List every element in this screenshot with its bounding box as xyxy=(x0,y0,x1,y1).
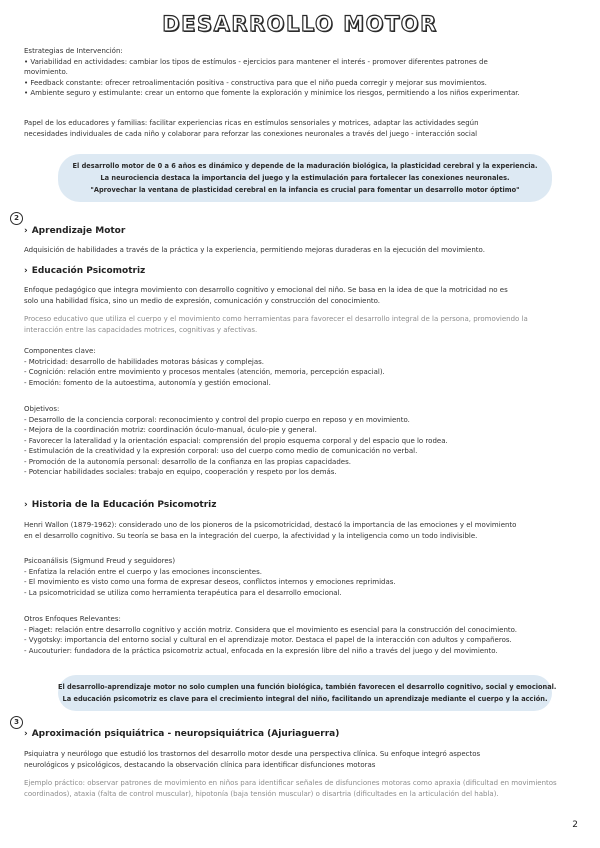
key-components xyxy=(24,346,580,388)
paragraph-line: Henri Wallon (1879-1962): considerado uno de los pioneros de la psicomotricidad, destacó la importancia de las emociones y el movimiento xyxy=(24,521,517,529)
other-approaches xyxy=(24,614,580,656)
paragraph-line: neurológicos y psicológicos, destacando la observación clínica para identificar disfunciones motoras xyxy=(24,760,376,769)
list-item: - Cognición: relación entre movimiento y procesos mentales (atención, memoria, percepción espacial). xyxy=(24,368,385,376)
strategy-item: movimiento. xyxy=(24,68,68,76)
objectives xyxy=(24,404,580,478)
section-heading-psicomotriz xyxy=(24,266,145,276)
heading-text: Historia de la Educación Psicomotriz xyxy=(31,500,217,510)
list-item: - El movimiento es visto como una forma de expresar deseos, conflictos internos y emociones reprimidas. xyxy=(24,578,396,586)
section-heading-historia xyxy=(24,500,216,510)
chevron-right-icon: › xyxy=(24,729,28,739)
callout-line: La neurociencia destaca la importancia del juego y la estimulación para fortalecer las conexiones neuronales. xyxy=(100,174,510,182)
list-item: - Desarrollo de la conciencia corporal: reconocimiento y control del propio cuerpo en reposo y en movimiento. xyxy=(24,415,410,424)
strategy-item: • Feedback constante: ofrecer retroalimentación positiva - constructiva para que el niño pueda corregir y mejorar sus movimientos. xyxy=(24,78,487,87)
callout-line: El desarrollo motor de 0 a 6 años es dinámico y depende de la maduración biológica, la plasticidad cerebral y la experiencia. xyxy=(72,162,538,170)
practical-example xyxy=(24,778,580,799)
page-number: 2 xyxy=(572,820,578,830)
paragraph-line: solo una habilidad física, sino un medio de expresión, comunicación y construcción del conocimiento. xyxy=(24,296,381,305)
intervention-strategies xyxy=(24,46,580,99)
strategy-item: • Ambiente seguro y estimulante: crear un entorno que fomente la exploración y minimice los riesgos, permitiendo a los niños experimentar. xyxy=(24,89,520,97)
callout-line: El desarrollo-aprendizaje motor no solo cumplen una función biológica, también favorecen el desarrollo cognitivo, social y emocional. xyxy=(58,683,557,691)
list-item: - Promoción de la autonomía personal: desarrollo de la confianza en las propias capacidades. xyxy=(24,457,351,466)
educators-role-line: Papel de los educadores y familias: facilitar experiencias ricas en estímulos sensoriales y motrices, adaptar las actividades según xyxy=(24,119,479,127)
list-title: Objetivos: xyxy=(24,405,60,413)
list-item: - Emoción: fomento de la autoestima, autonomía y gestión emocional. xyxy=(24,378,271,387)
summary-callout xyxy=(58,154,552,202)
paragraph-line: Adquisición de habilidades a través de la práctica y la experiencia, permitiendo mejoras duraderas en la ejecución del movimiento. xyxy=(24,246,485,254)
heading-text: Educación Psicomotriz xyxy=(31,266,146,276)
chevron-right-icon: › xyxy=(24,266,28,276)
list-item: - Motricidad: desarrollo de habilidades motoras básicas y complejas. xyxy=(24,357,264,366)
ajuriaguerra-paragraph xyxy=(24,749,580,770)
strategies-heading: Estrategias de Intervención: xyxy=(24,47,123,55)
chevron-right-icon: › xyxy=(24,226,28,236)
heading-text: Aprendizaje Motor xyxy=(31,226,126,236)
list-item: - La psicomotricidad se utiliza como herramienta terapéutica para el desarrollo emocional. xyxy=(24,588,342,597)
page-title: DESARROLLO MOTOR xyxy=(162,12,438,36)
educators-role xyxy=(24,118,580,139)
paragraph-line: Ejemplo práctico: observar patrones de movimiento en niños para identificar señales de disfunciones motoras como apraxia (dificultad en movimientos xyxy=(24,779,557,787)
psicomotriz-definition xyxy=(24,285,580,306)
chevron-right-icon: › xyxy=(24,500,28,510)
section-number-badge: 3 xyxy=(10,716,23,729)
list-item: - Piaget: relación entre desarrollo cognitivo y acción motriz. Considera que el movimiento es esencial para la construcción del conocimiento. xyxy=(24,625,518,634)
strategy-item: • Variabilidad en actividades: cambiar los tipos de estímulos - ejercicios para mantener el interés - promover diferentes patrones de xyxy=(24,57,488,66)
paragraph-line: Proceso educativo que utiliza el cuerpo y el movimiento como herramientas para favorecer el desarrollo integral de la persona, promoviendo la xyxy=(24,315,528,323)
educators-role-line: necesidades individuales de cada niño y colaborar para reforzar las conexiones neuronales a través del juego - interacción social xyxy=(24,129,478,138)
section-number-badge: 2 xyxy=(10,212,23,225)
list-title: Otros Enfoques Relevantes: xyxy=(24,615,121,623)
paragraph-line: Psiquiatra y neurólogo que estudió los trastornos del desarrollo motor desde una perspectiva clínica. Su enfoque integró aspectos xyxy=(24,750,481,758)
list-item: - Enfatiza la relación entre el cuerpo y las emociones inconscientes. xyxy=(24,567,262,576)
callout-line: "Aprovechar la ventana de plasticidad cerebral en la infancia es crucial para fomentar un desarrollo motor óptimo" xyxy=(90,186,520,194)
paragraph-line: interacción entre las capacidades motrices, cognitivas y afectivas. xyxy=(24,325,258,334)
list-item: - Mejora de la coordinación motriz: coordinación óculo-manual, óculo-pie y general. xyxy=(24,426,317,434)
paragraph-line: Enfoque pedagógico que integra movimiento con desarrollo cognitivo y emocional del niño. Se basa en la idea de que la motricidad no es xyxy=(24,286,508,294)
psicomotriz-process xyxy=(24,314,580,335)
wallon-paragraph xyxy=(24,520,580,541)
summary-callout-2 xyxy=(58,675,557,711)
callout-line: La educación psicomotriz es clave para el crecimiento integral del niño, facilitando un aprendizaje mediante el cuerpo y la acción. xyxy=(62,695,548,703)
paragraph-line: en el desarrollo cognitivo. Su teoría se basa en la integración del cuerpo, la afectividad y la inteligencia como un todo indivisible. xyxy=(24,531,478,540)
section-heading-aprendizaje xyxy=(24,226,125,236)
list-item: - Aucouturier: fundadora de la práctica psicomotriz actual, enfocada en la expresión libre del niño a través del juego y del movimiento. xyxy=(24,646,498,655)
list-title: Componentes clave: xyxy=(24,347,96,355)
psychoanalysis xyxy=(24,556,580,598)
list-item: - Vygotsky: importancia del entorno social y cultural en el aprendizaje motor. Destaca el papel de la interacción con adultos y compañeros. xyxy=(24,636,512,644)
heading-text: Aproximación psiquiátrica - neuropsiquiátrica (Ajuriaguerra) xyxy=(31,729,340,739)
aprendizaje-text xyxy=(24,245,580,256)
list-title: Psicoanálisis (Sigmund Freud y seguidores) xyxy=(24,557,176,565)
section-heading-ajuriaguerra xyxy=(24,729,339,739)
list-item: - Estimulación de la creatividad y la expresión corporal: uso del cuerpo como medio de comunicación no verbal. xyxy=(24,447,418,455)
list-item: - Potenciar habilidades sociales: trabajo en equipo, cooperación y respeto por los demás. xyxy=(24,468,337,476)
paragraph-line: coordinados), ataxia (falta de control muscular), hipotonía (baja tensión muscular) o disartria (dificultades en la articulación del habla). xyxy=(24,789,499,798)
list-item: - Favorecer la lateralidad y la orientación espacial: comprensión del propio esquema corporal y del espacio que lo rodea. xyxy=(24,436,448,445)
